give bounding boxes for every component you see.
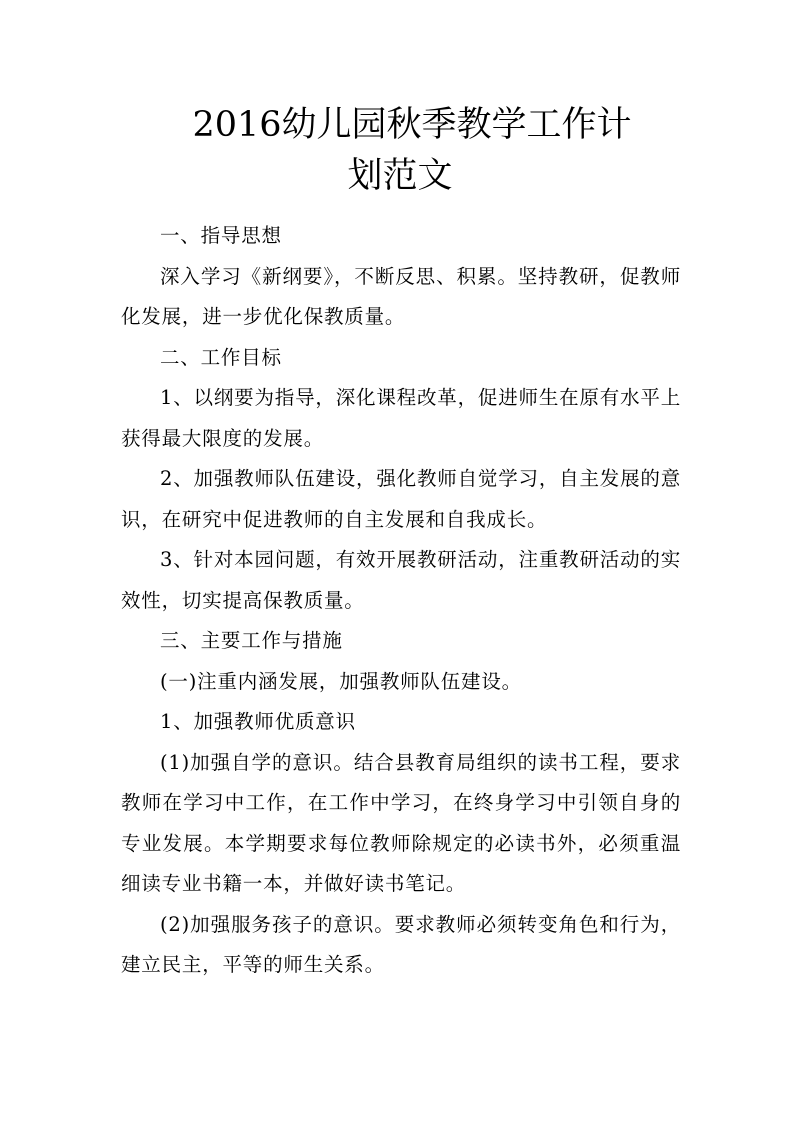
body-paragraph: (2)加强服务孩子的意识。要求教师必须转变角色和行为，建立民主，平等的师生关系。 xyxy=(121,912,681,976)
list-item-goal-2: 2、加强教师队伍建设，强化教师自觉学习，自主发展的意识，在研究中促进教师的自主发展和自我成长。 xyxy=(121,467,681,531)
document-title xyxy=(120,100,680,202)
document-body xyxy=(121,216,681,986)
body-paragraph: (1)加强自学的意识。结合县教育局组织的读书工程，要求教师在学习中工作，在工作中学习，在终身学习中引领自身的专业发展。本学期要求每位教师除规定的必读书外，必须重温细读专业书籍一本，并做好读书笔记。 xyxy=(121,750,681,895)
list-item-heading: 1、加强教师优质意识 xyxy=(160,710,356,733)
document-title-line-2: 划范文 xyxy=(347,156,453,196)
document-title-line-1: 2016幼儿园秋季教学工作计 xyxy=(192,105,632,145)
section-heading-guiding-ideology: 一、指导思想 xyxy=(160,224,282,247)
subsection-heading: (一)注重内涵发展，加强教师队伍建设。 xyxy=(160,669,522,693)
body-paragraph: 深入学习《新纲要》，不断反思、积累。坚持教研，促教师化发展，进一步优化保教质量。 xyxy=(121,264,681,328)
section-heading-work-goals: 二、工作目标 xyxy=(160,345,282,369)
list-item-goal-1: 1、以纲要为指导，深化课程改革，促进师生在原有水平上获得最大限度的发展。 xyxy=(121,386,681,450)
list-item-goal-3: 3、针对本园问题，有效开展教研活动，注重教研活动的实效性，切实提高保教质量。 xyxy=(121,548,681,612)
section-heading-main-work-measures: 三、主要工作与措施 xyxy=(160,629,343,652)
